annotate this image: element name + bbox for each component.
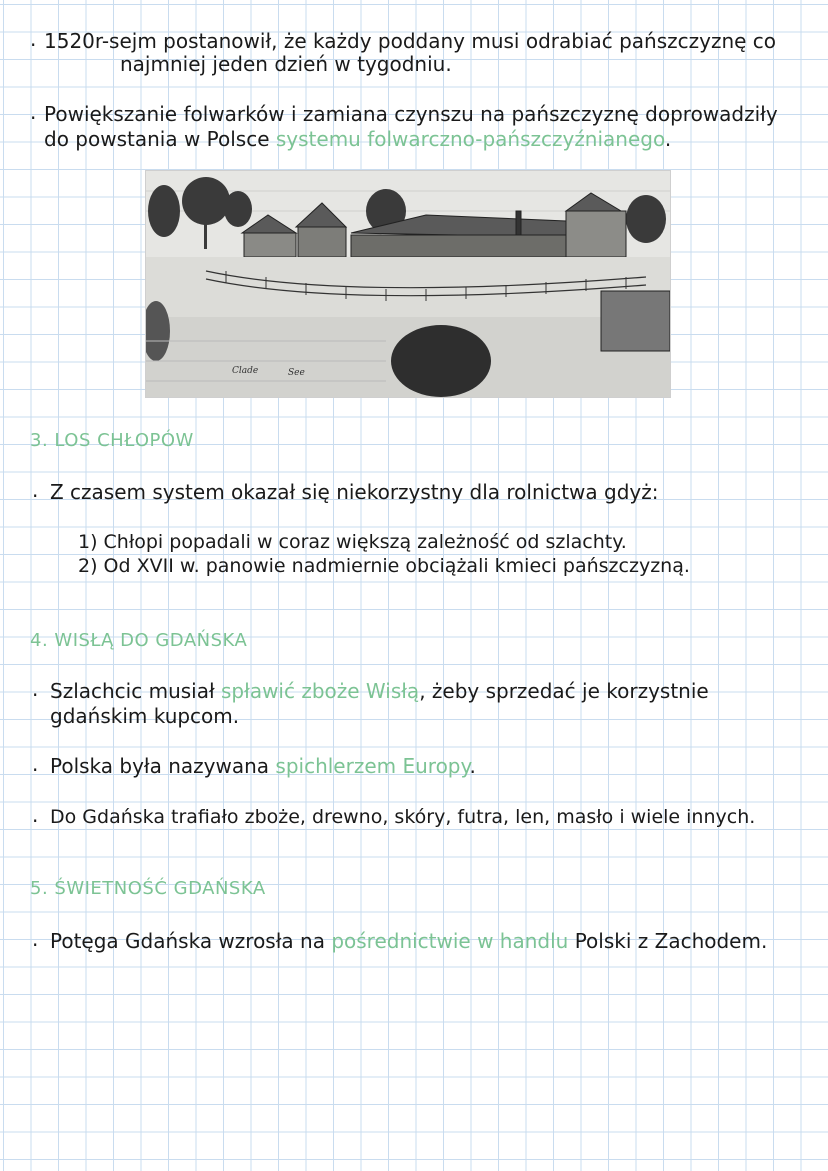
text-fragment: . bbox=[664, 127, 672, 151]
bullet-marker: · bbox=[32, 809, 39, 833]
inscription-left: Clade bbox=[232, 366, 259, 376]
text-fragment: do powstania w Polsce bbox=[44, 127, 276, 151]
text-line bbox=[50, 755, 476, 777]
bullet-marker: · bbox=[32, 484, 39, 508]
text-line bbox=[50, 680, 709, 702]
text-fragment: Polski z Zachodem. bbox=[568, 929, 768, 953]
text-line: Z czasem system okazał się niekorzystny dla rolnictwa gdyż: bbox=[50, 480, 659, 504]
section-heading: 4. WISŁĄ DO GDAŃSKA bbox=[30, 630, 248, 651]
inscription-right: See bbox=[288, 368, 305, 378]
list-item: 2) Od XVII w. panowie nadmiernie obciążali kmieci pańszczyzną. bbox=[78, 555, 690, 577]
text-line: Do Gdańska trafiało zboże, drewno, skóry, futra, len, masło i wiele innych. bbox=[50, 806, 756, 828]
text-line: gdańskim kupcom. bbox=[50, 704, 240, 728]
manor-farm-drawing bbox=[146, 171, 670, 397]
bullet-marker: · bbox=[30, 33, 37, 57]
text-fragment: Szlachcic musiał bbox=[50, 679, 222, 703]
highlight-term: spławić zboże Wisłą bbox=[221, 679, 420, 703]
bullet-marker: · bbox=[30, 106, 37, 130]
text-fragment: , żeby sprzedać je korzystnie bbox=[419, 679, 709, 703]
text-line bbox=[50, 930, 767, 952]
highlight-term: pośrednictwie w handlu bbox=[331, 929, 569, 953]
text-line: najmniej jeden dzień w tygodniu. bbox=[120, 52, 452, 76]
highlight-term: spichlerzem Europy bbox=[275, 754, 470, 778]
bullet-marker: · bbox=[32, 683, 39, 707]
list-item: 1) Chłopi popadali w coraz większą zależność od szlachty. bbox=[78, 531, 627, 553]
section-heading: 5. ŚWIETNOŚĆ GDAŃSKA bbox=[30, 878, 266, 899]
text-line: Powiększanie folwarków i zamiana czynszu na pańszczyznę doprowadziły bbox=[44, 102, 778, 126]
bullet-marker: · bbox=[32, 933, 39, 957]
highlight-term: systemu folwarczno-pańszczyźnianego bbox=[275, 127, 665, 151]
section-heading: 3. LOS CHŁOPÓW bbox=[30, 430, 194, 451]
text-line bbox=[44, 128, 671, 150]
text-fragment: Potęga Gdańska wzrosła na bbox=[50, 929, 332, 953]
text-line: 1520r-sejm postanowił, że każdy poddany musi odrabiać pańszczyznę co bbox=[44, 29, 777, 53]
bullet-marker: · bbox=[32, 758, 39, 782]
text-fragment: . bbox=[469, 754, 476, 778]
manor-farm-illustration bbox=[145, 170, 671, 398]
text-fragment: Polska była nazywana bbox=[50, 754, 276, 778]
